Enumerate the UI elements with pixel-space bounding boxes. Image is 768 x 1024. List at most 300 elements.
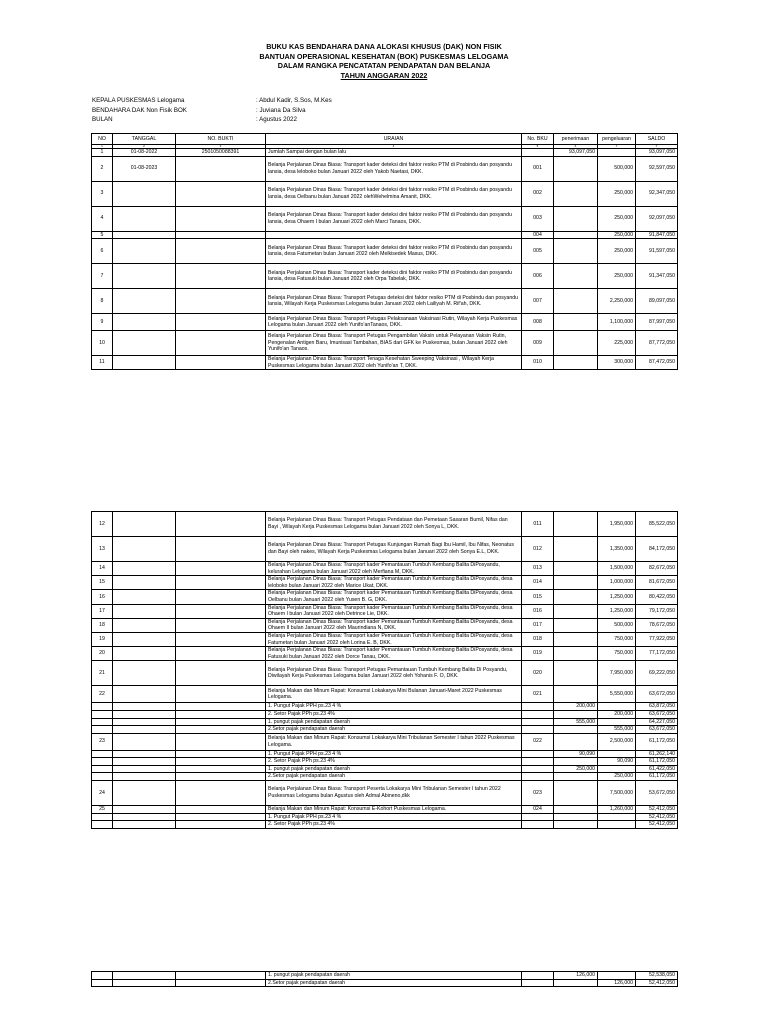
column-header: TANGGAL: [113, 134, 176, 145]
row-date: [113, 703, 176, 711]
row-date: [113, 331, 176, 356]
row-bku-number: 016: [522, 604, 554, 618]
row-balance: 52,412,050: [636, 979, 678, 987]
row-receipt: [554, 661, 598, 686]
row-number: [92, 710, 113, 718]
row-number: [92, 972, 113, 980]
row-description: Belanja Perjalanan Dinas Biasa: Transport kader deteksi dini faktor resiko PTM di Posbindu dan posyandu lansia, desa Ohaem I bulan Januari 2022 oleh Marci Tanaos, DKK.: [266, 206, 522, 231]
row-expense: 750,000: [598, 632, 636, 646]
info-label: BULAN: [92, 116, 113, 124]
row-proof-number: [176, 537, 266, 562]
row-date: [113, 979, 176, 987]
row-expense: [598, 972, 636, 980]
info-row-treasurer: [92, 106, 332, 116]
row-number: [92, 703, 113, 711]
row-description: 1. pungut pajak pendapatan daerah: [266, 972, 522, 980]
row-number: 5: [92, 231, 113, 239]
row-proof-number: [176, 979, 266, 987]
row-number: 22: [92, 686, 113, 703]
row-description: Jumlah Sampai dengan bulan lalu: [266, 149, 522, 157]
row-date: [113, 718, 176, 726]
row-number: 19: [92, 632, 113, 646]
row-description: Belanja Perjalanan Dinas Biasa: Transport kader Pemantauan Tumbuh Kembang Balita DiPosyandu, desa Ohaem I bulan Januari 2022 oleh Detrince Lie, DKK.: [266, 604, 522, 618]
row-proof-number: [176, 647, 266, 661]
table-row: [92, 781, 678, 806]
table-row: [92, 149, 678, 157]
row-balance: 61,172,050: [636, 773, 678, 781]
row-bku-number: [522, 149, 554, 157]
row-date: [113, 972, 176, 980]
row-receipt: 200,000: [554, 703, 598, 711]
table-header-row: [92, 134, 678, 145]
row-date: [113, 750, 176, 758]
row-number: 6: [92, 239, 113, 264]
column-index: 7: [598, 145, 636, 149]
row-bku-number: [522, 710, 554, 718]
row-bku-number: 017: [522, 618, 554, 632]
ledger-table-3: [91, 971, 678, 987]
row-balance: 52,538,050: [636, 972, 678, 980]
row-number: 17: [92, 604, 113, 618]
row-date: [113, 576, 176, 590]
table-row: [92, 821, 678, 829]
table-row: [92, 618, 678, 632]
row-receipt: [554, 726, 598, 734]
row-bku-number: 020: [522, 661, 554, 686]
row-description: Belanja Perjalanan Dinas Biasa: Transport kader Pemantauan Tumbuh Kembang Balita DiPosyandu, desa Fatusuki bulan Januari 2022 oleh Dorce Tanau, DKK.: [266, 647, 522, 661]
row-bku-number: 010: [522, 356, 554, 370]
row-expense: 1,250,000: [598, 590, 636, 604]
row-date: [113, 781, 176, 806]
row-bku-number: [522, 718, 554, 726]
row-proof-number: [176, 765, 266, 773]
row-balance: 91,847,050: [636, 231, 678, 239]
table-row: [92, 331, 678, 356]
row-proof-number: [176, 289, 266, 314]
row-expense: 126,000: [598, 979, 636, 987]
row-bku-number: 018: [522, 632, 554, 646]
row-bku-number: 003: [522, 206, 554, 231]
row-number: 23: [92, 733, 113, 750]
row-receipt: [554, 979, 598, 987]
row-proof-number: [176, 806, 266, 814]
row-description: Belanja Perjalanan Dinas Biasa: Transport Petugas Pendataan dan Pemetaan Sasaran Bumil, Nifas dan Bayi , Wilayah Kerja Puskesmas Lelogama bulan Januari 2022 oleh Sonya L, DKK.: [266, 512, 522, 537]
row-description: Belanja Perjalanan Dinas Biasa: Transport kader Pemantauan Tumbuh Kembang Balita DiPosyandu, desa Oelbanu bulan Januari 2022 oleh Yusen B. G, DKK.: [266, 590, 522, 604]
row-expense: 1,000,000: [598, 576, 636, 590]
row-date: [113, 231, 176, 239]
column-header: NO: [92, 134, 113, 145]
info-value: : Juviana Da Silva: [256, 106, 306, 114]
row-balance: 79,172,050: [636, 604, 678, 618]
row-receipt: [554, 156, 598, 181]
row-bku-number: [522, 750, 554, 758]
row-receipt: [554, 781, 598, 806]
row-balance: 85,522,050: [636, 512, 678, 537]
row-bku-number: [522, 703, 554, 711]
table-row: [92, 647, 678, 661]
column-header: URAIAN: [266, 134, 522, 145]
row-date: [113, 686, 176, 703]
row-expense: 1,260,000: [598, 806, 636, 814]
row-proof-number: [176, 632, 266, 646]
title-line-3: DALAM RANGKA PENCATATAN PENDAPATAN DAN BELANJA: [277, 61, 491, 71]
row-expense: 750,000: [598, 647, 636, 661]
row-description: Belanja Perjalanan Dinas Biasa: Transport kader Pemantauan Tumbuh Kembang Balita DiPosyandu, kelurahan Lelogama bulan Januari 2022 oleh Merfiana M, DKK.: [266, 562, 522, 576]
row-expense: 2,500,000: [598, 733, 636, 750]
row-expense: [598, 718, 636, 726]
row-proof-number: [176, 206, 266, 231]
row-date: [113, 765, 176, 773]
row-proof-number: [176, 590, 266, 604]
row-date: [113, 647, 176, 661]
row-date: [113, 604, 176, 618]
document-title: [0, 42, 768, 81]
row-description: 2.Setor pajak pendapatan daerah: [266, 726, 522, 734]
row-date: [113, 821, 176, 829]
table-row: [92, 733, 678, 750]
row-proof-number: [176, 773, 266, 781]
row-receipt: [554, 181, 598, 206]
row-proof-number: [176, 562, 266, 576]
row-expense: 250,000: [598, 239, 636, 264]
row-balance: 63,672,050: [636, 710, 678, 718]
row-expense: [598, 765, 636, 773]
row-proof-number: [176, 331, 266, 356]
row-bku-number: [522, 758, 554, 766]
row-balance: 63,672,050: [636, 726, 678, 734]
row-balance: 80,422,050: [636, 590, 678, 604]
row-number: 2: [92, 156, 113, 181]
row-proof-number: [176, 726, 266, 734]
table-row: [92, 231, 678, 239]
row-description: 1. pungut pajak pendapatan daerah: [266, 718, 522, 726]
row-balance: 61,172,050: [636, 758, 678, 766]
table-row: [92, 726, 678, 734]
row-receipt: [554, 686, 598, 703]
row-proof-number: [176, 181, 266, 206]
row-description: Belanja Perjalanan Dinas Biasa: Transport kader Pemantauan Tumbuh Kembang Balita DiPosyandu, desa leloboko bulan Januari 2022 oleh Marice Ukat, DKK.: [266, 576, 522, 590]
row-number: 10: [92, 331, 113, 356]
row-number: [92, 773, 113, 781]
row-balance: 61,422,050: [636, 765, 678, 773]
row-number: 21: [92, 661, 113, 686]
row-expense: 250,000: [598, 773, 636, 781]
row-bku-number: 006: [522, 264, 554, 289]
row-date: [113, 813, 176, 821]
info-value: : Abdul Kadir, S.Sos, M.Kes: [256, 97, 332, 104]
row-balance: 93,097,050: [636, 149, 678, 157]
row-number: [92, 821, 113, 829]
row-bku-number: 007: [522, 289, 554, 314]
row-number: 13: [92, 537, 113, 562]
row-number: 11: [92, 356, 113, 370]
table-row: [92, 718, 678, 726]
row-receipt: [554, 806, 598, 814]
row-receipt: [554, 733, 598, 750]
row-bku-number: 023: [522, 781, 554, 806]
table-row: [92, 181, 678, 206]
row-receipt: [554, 537, 598, 562]
table-row: [92, 979, 678, 987]
row-balance: 63,672,050: [636, 686, 678, 703]
table-row: [92, 765, 678, 773]
row-date: [113, 562, 176, 576]
row-proof-number: [176, 686, 266, 703]
row-number: 9: [92, 314, 113, 331]
row-receipt: [554, 206, 598, 231]
ledger-table-1: [91, 133, 678, 370]
row-bku-number: 009: [522, 331, 554, 356]
row-receipt: [554, 647, 598, 661]
row-proof-number: [176, 781, 266, 806]
row-date: [113, 661, 176, 686]
row-bku-number: 021: [522, 686, 554, 703]
column-header: NO. BUKTI: [176, 134, 266, 145]
row-bku-number: 022: [522, 733, 554, 750]
row-receipt: [554, 314, 598, 331]
row-proof-number: [176, 661, 266, 686]
row-balance: 92,597,050: [636, 156, 678, 181]
row-number: 8: [92, 289, 113, 314]
row-description: 1. pungut pajak pendapatan daerah: [266, 765, 522, 773]
row-number: 14: [92, 562, 113, 576]
row-expense: [598, 821, 636, 829]
row-date: [113, 733, 176, 750]
row-proof-number: [176, 972, 266, 980]
row-date: [113, 726, 176, 734]
row-proof-number: [176, 813, 266, 821]
row-number: 25: [92, 806, 113, 814]
info-value: : Agustus 2022: [256, 116, 297, 124]
row-number: [92, 765, 113, 773]
row-description: Belanja Perjalanan Dinas Biasa: Transport Peserta Lokakarya Mini Tribulanan Semester I tahun 2022 Puskesmas Lelogama bulan Agustus oleh Admal Abineno,dkk: [266, 781, 522, 806]
row-receipt: [554, 331, 598, 356]
row-receipt: [554, 231, 598, 239]
row-balance: 53,672,050: [636, 781, 678, 806]
row-description: 2. Setor Pajak PPh ps.23 4%: [266, 821, 522, 829]
row-date: [113, 758, 176, 766]
row-balance: 92,347,050: [636, 181, 678, 206]
row-date: 01-08-2023: [113, 156, 176, 181]
row-number: 1: [92, 149, 113, 157]
table-row: [92, 239, 678, 264]
row-expense: [598, 703, 636, 711]
row-bku-number: [522, 821, 554, 829]
table-row: [92, 289, 678, 314]
row-expense: 250,000: [598, 206, 636, 231]
table-row: [92, 758, 678, 766]
row-balance: 81,672,050: [636, 576, 678, 590]
row-number: [92, 726, 113, 734]
info-label: BENDAHARA DAK Non Fisik BOK: [92, 106, 187, 114]
row-bku-number: 004: [522, 231, 554, 239]
row-number: [92, 750, 113, 758]
row-description: Belanja Makan dan Minum Rapat: Konsumsi Lokakarya Mini Tribulanan Semester I tahun 2022 Puskesmas Lelogama.: [266, 733, 522, 750]
row-proof-number: [176, 758, 266, 766]
row-description: 2.Setor pajak pendapatan daerah: [266, 773, 522, 781]
row-description: Belanja Perjalanan Dinas Biasa: Transport kader Pemantauan Tumbuh Kembang Balita DiPosyandu, desa Fatumetan bulan Januari 2022 oleh Lorina E. B, DKK.: [266, 632, 522, 646]
table-row: [92, 576, 678, 590]
row-description: Belanja Perjalanan Dinas Biasa: Transport Petugas Kunjungan Rumah Bagi Ibu Hamil, Ibu Nifas, Neonatus dan Bayi oleh nakes, Wilayah Kerja Puskesmas Lelogama bulan Januari 2022 oleh Sonya E.L, DKK.: [266, 537, 522, 562]
row-receipt: [554, 512, 598, 537]
row-description: 1. Pungut Pajak PPH ps.23 4 %: [266, 813, 522, 821]
row-date: [113, 206, 176, 231]
row-number: [92, 813, 113, 821]
row-proof-number: [176, 618, 266, 632]
row-receipt: 126,000: [554, 972, 598, 980]
table-row: [92, 562, 678, 576]
row-balance: 61,262,140: [636, 750, 678, 758]
row-description: Belanja Perjalanan Dinas Biasa: Transport Petugas Pelaksanaan Vaksinasi Rutin, Wilayah Kerja Puskesmas Lelogama bulan Januari 2022 oleh YunifoʻanTanaos, DKK.: [266, 314, 522, 331]
row-balance: 92,097,050: [636, 206, 678, 231]
row-proof-number: 2501050088391: [176, 149, 266, 157]
row-expense: 1,350,000: [598, 537, 636, 562]
row-expense: 1,950,000: [598, 512, 636, 537]
row-expense: 250,000: [598, 231, 636, 239]
row-date: 01-08-2022: [113, 149, 176, 157]
table-row: [92, 206, 678, 231]
row-bku-number: 011: [522, 512, 554, 537]
row-expense: 500,000: [598, 618, 636, 632]
row-number: 7: [92, 264, 113, 289]
row-proof-number: [176, 821, 266, 829]
row-balance: 77,172,050: [636, 647, 678, 661]
row-description: 1. Pungut Pajak PPH ps.23 4 %: [266, 703, 522, 711]
row-description: Belanja Perjalanan Dinas Biasa: Transport kader deteksi dini faktor resiko PTM di Posbindu dan posyandu lansia, desa Fatumetan bulan Januari 2022 oleh Melkisedek Masus, DKK.: [266, 239, 522, 264]
row-receipt: [554, 758, 598, 766]
row-bku-number: [522, 773, 554, 781]
row-proof-number: [176, 703, 266, 711]
row-expense: 7,950,000: [598, 661, 636, 686]
row-receipt: [554, 590, 598, 604]
row-date: [113, 264, 176, 289]
row-expense: [598, 149, 636, 157]
table-row: [92, 512, 678, 537]
title-line-1: BUKU KAS BENDAHARA DANA ALOKASI KHUSUS (DAK) NON FISIK: [266, 42, 502, 51]
row-description: Belanja Perjalanan Dinas Biasa: Transport Petugas deteksi dini faktor resiko PTM di Posbindu dan posyandu lansia, Wilayah Kerja Puskesmas Lelogama bulan Januari 2022 oleh Lailiyah M. Rif'ah, DKK.: [266, 289, 522, 314]
row-receipt: [554, 604, 598, 618]
row-date: [113, 710, 176, 718]
row-description: 2. Setor Pajak PPh ps.23 4%: [266, 758, 522, 766]
row-proof-number: [176, 710, 266, 718]
row-bku-number: 015: [522, 590, 554, 604]
row-description: Belanja Perjalanan Dinas Biasa: Transport Tenaga Kesehatan Sweeping Vaksinasi , Wilayah Kerja Puskesmas Lelogama bulan Januari 2022 oleh Yunifo'an T, DKK.: [266, 356, 522, 370]
row-number: 18: [92, 618, 113, 632]
table-row: [92, 703, 678, 711]
row-receipt: [554, 239, 598, 264]
row-expense: 300,000: [598, 356, 636, 370]
column-index: 2: [113, 145, 176, 149]
table-row: [92, 813, 678, 821]
row-expense: 1,100,000: [598, 314, 636, 331]
column-index: 5: [522, 145, 554, 149]
row-balance: 82,672,050: [636, 562, 678, 576]
row-date: [113, 356, 176, 370]
row-expense: 7,500,000: [598, 781, 636, 806]
row-bku-number: 012: [522, 537, 554, 562]
row-bku-number: 019: [522, 647, 554, 661]
row-expense: 5,550,000: [598, 686, 636, 703]
row-receipt: [554, 356, 598, 370]
table-row: [92, 661, 678, 686]
row-date: [113, 181, 176, 206]
table-row: [92, 156, 678, 181]
row-description: Belanja Perjalanan Dinas Biasa: Transport Petugas Pengambilan Vaksin untuk Pelayanan Vaksin Rutin, Pengenalan Antigen Baru, Imunisasi Tambahan, BIAS dari GFK ke Puskesmas, bulan Januari 2022 oleh Yunifo'an Tanaos.: [266, 331, 522, 356]
row-proof-number: [176, 264, 266, 289]
row-description: Belanja Perjalanan Dinas Biasa: Transport kader Pemantauan Tumbuh Kembang Balita DiPosyandu, desa Ohaem II bulan Januari 2022 oleh Maurindiana N, DKK.: [266, 618, 522, 632]
row-expense: 250,000: [598, 181, 636, 206]
row-bku-number: [522, 726, 554, 734]
row-description: 2. Setor Pajak PPh ps.23 4%: [266, 710, 522, 718]
row-balance: 77,922,050: [636, 632, 678, 646]
column-header: penerimaan: [554, 134, 598, 145]
column-index: 4: [266, 145, 522, 149]
row-receipt: 250,000: [554, 765, 598, 773]
row-bku-number: 008: [522, 314, 554, 331]
row-number: 4: [92, 206, 113, 231]
row-expense: 225,000: [598, 331, 636, 356]
info-row-month: [92, 115, 332, 125]
table-row: [92, 750, 678, 758]
row-receipt: 93,097,050: [554, 149, 598, 157]
row-description: 1. Pungut Pajak PPH ps.23 4 %: [266, 750, 522, 758]
row-balance: 64,227,050: [636, 718, 678, 726]
title-line-2: BANTUAN OPERASIONAL KESEHATAN (BOK) PUSKESMAS LELOGAMA: [259, 51, 509, 61]
table-row: [92, 806, 678, 814]
row-proof-number: [176, 512, 266, 537]
row-date: [113, 537, 176, 562]
row-receipt: [554, 773, 598, 781]
row-balance: 52,412,050: [636, 821, 678, 829]
table-row: [92, 590, 678, 604]
row-expense: 1,250,000: [598, 604, 636, 618]
row-expense: [598, 750, 636, 758]
row-number: 15: [92, 576, 113, 590]
row-receipt: [554, 821, 598, 829]
row-receipt: [554, 264, 598, 289]
column-header: pengeluaran: [598, 134, 636, 145]
row-receipt: 555,000: [554, 718, 598, 726]
row-receipt: 90,090: [554, 750, 598, 758]
row-expense: 555,000: [598, 726, 636, 734]
row-expense: 1,500,000: [598, 562, 636, 576]
row-description: [266, 231, 522, 239]
row-receipt: [554, 576, 598, 590]
row-description: Belanja Perjalanan Dinas Biasa: Transport kader deteksi dini faktor resiko PTM di Posbindu dan posyandu lansia, desa leloboko bulan Januari 2022 oleh Yakob Naetasi, DKK.: [266, 156, 522, 181]
row-proof-number: [176, 604, 266, 618]
row-balance: 52,412,050: [636, 813, 678, 821]
ledger-table-2: [91, 511, 678, 829]
column-index: 7: [636, 145, 678, 149]
table-row: [92, 773, 678, 781]
row-receipt: [554, 562, 598, 576]
row-bku-number: 013: [522, 562, 554, 576]
row-number: 3: [92, 181, 113, 206]
table-row: [92, 356, 678, 370]
row-date: [113, 512, 176, 537]
table-row: [92, 264, 678, 289]
row-bku-number: [522, 972, 554, 980]
row-proof-number: [176, 718, 266, 726]
table-row: [92, 604, 678, 618]
row-proof-number: [176, 314, 266, 331]
row-balance: 87,772,050: [636, 331, 678, 356]
table-row: [92, 537, 678, 562]
row-description: Belanja Perjalanan Dinas Biasa: Transport kader deteksi dini faktor resiko PTM di Posbindu dan posyandu lansia, desa Fatusuki bulan Januari 2022 oleh Orpa Tabelak, DKK.: [266, 264, 522, 289]
row-proof-number: [176, 239, 266, 264]
row-proof-number: [176, 156, 266, 181]
row-number: 20: [92, 647, 113, 661]
